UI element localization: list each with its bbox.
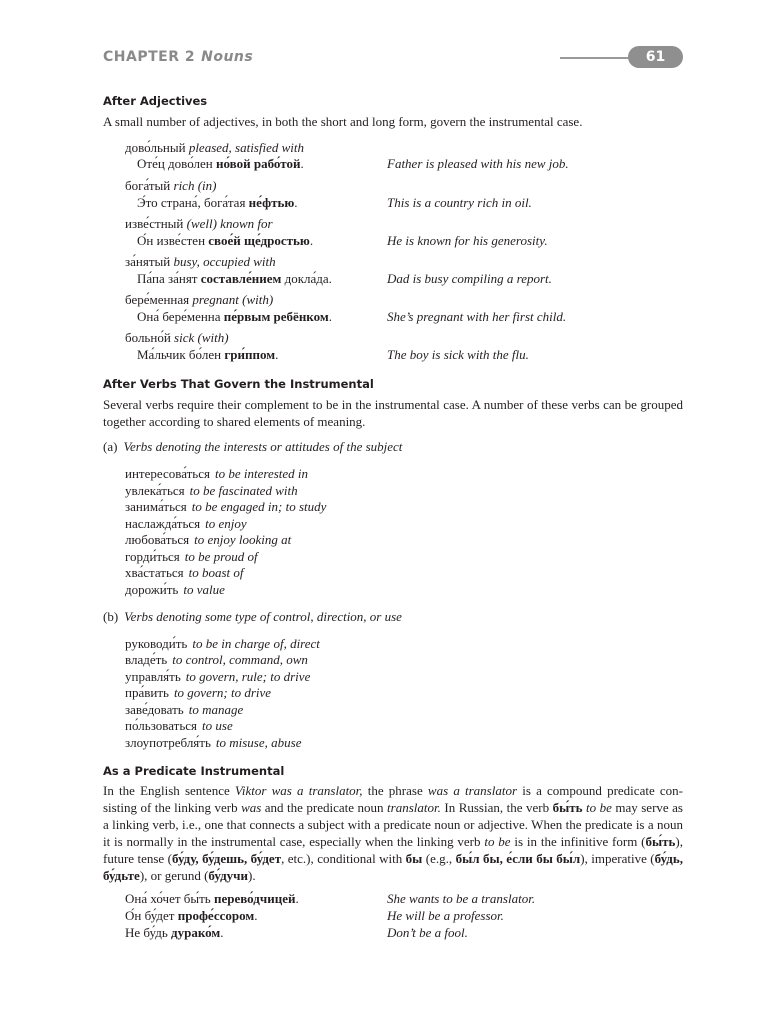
chapter-label: CHAPTER 2	[103, 49, 196, 65]
text-italic: to be	[484, 834, 511, 849]
text-italic: translator.	[387, 800, 441, 815]
text-bold: бу́дь, бу́дьте	[103, 851, 683, 883]
text: In Russian, the verb	[440, 800, 553, 815]
adjective-word: за́нятый	[125, 254, 171, 269]
adjective-entry	[125, 254, 276, 270]
verb-word: увлека́ться	[125, 483, 185, 498]
adjective-translation: She’s pregnant with her first child.	[387, 309, 567, 324]
verb-item	[125, 718, 233, 734]
verb-gloss: to govern; to drive	[173, 685, 272, 700]
adjective-translation: Dad is busy compiling a report.	[387, 271, 552, 286]
adjective-word: дово́льный	[125, 140, 186, 155]
verb-gloss: to be proud of	[184, 549, 258, 564]
example-bold: пе́рвым ребёнком	[223, 309, 329, 324]
example-bold: перево́дчицей	[213, 891, 296, 906]
page-number: 61	[628, 46, 683, 68]
text-bold: бу́дучи	[208, 868, 248, 883]
example-text-end: .	[294, 195, 298, 210]
example-text: Па́па за́нят	[137, 271, 201, 286]
adjectives-intro: A small number of adjectives, in both the short and long form, govern the instrumental case.	[103, 114, 583, 129]
example-text-end: докла́да.	[281, 271, 332, 286]
adjective-entry	[125, 178, 216, 194]
text: and the predicate noun	[261, 800, 388, 815]
example-text-end: .	[309, 233, 314, 248]
verb-gloss: to govern, rule; to drive	[185, 669, 311, 684]
verb-gloss: to manage	[188, 702, 244, 717]
adjective-translation: The boy is sick with the flu.	[387, 347, 529, 362]
group-title: Verbs denoting the interests or attitudes of the subject	[123, 439, 403, 454]
verb-word: заве́довать	[125, 702, 184, 717]
verbs-intro: Several verbs require their complement to be in the instrumental case. A number of these verbs can be grouped together according to shared elements of meaning.	[103, 397, 683, 429]
verb-word: управля́ть	[125, 669, 181, 684]
predicate-translation: He will be a professor.	[387, 908, 504, 923]
adjective-example	[137, 347, 278, 363]
predicate-example	[125, 925, 224, 941]
verb-gloss: to use	[202, 718, 233, 733]
predicate-example	[125, 908, 258, 924]
text: is a compound predicate con-sisting of the linking verb	[103, 783, 683, 815]
adjective-entry	[125, 330, 229, 346]
text-bold: бы	[405, 851, 423, 866]
verb-gloss: to be engaged in; to study	[191, 499, 327, 514]
predicate-example	[125, 891, 299, 907]
adjective-gloss: sick (with)	[174, 330, 229, 345]
text: , etc.), conditional with	[281, 851, 406, 866]
verb-gloss: to misuse, abuse	[215, 735, 302, 750]
text-italic: to be	[586, 800, 612, 815]
verb-gloss: to be interested in	[215, 466, 309, 481]
adjective-entry	[125, 140, 304, 156]
adjective-translation: Father is pleased with his new job.	[387, 156, 569, 171]
example-bold: но́вой рабо́той	[216, 156, 301, 171]
verb-word: пра́вить	[125, 685, 169, 700]
adjective-entry	[125, 292, 273, 308]
verb-gloss: to control, command, own	[172, 652, 308, 667]
text-italic: Viktor was a translator,	[234, 783, 363, 798]
text: ), or gerund (	[139, 868, 209, 883]
verb-item	[125, 499, 326, 515]
example-text-end: .	[300, 156, 304, 171]
verb-word: по́льзоваться	[125, 718, 198, 733]
text: ), future tense (	[103, 834, 683, 866]
adjective-gloss: pleased, satisfied with	[188, 140, 305, 155]
adjective-word: бога́тый	[125, 178, 171, 193]
example-bold: профе́ссором	[177, 908, 255, 923]
adjective-gloss: rich (in)	[173, 178, 217, 193]
text-bold: бы́л бы, е́сли бы бы́л	[455, 851, 581, 866]
example-text-end: .	[254, 908, 258, 923]
text-bold: бы́ть	[645, 834, 676, 849]
adjective-gloss: (well) known for	[186, 216, 273, 231]
verb-gloss: to enjoy	[205, 516, 247, 531]
example-text: Ма́льчик бо́лен	[137, 347, 225, 362]
verb-group-b-label	[103, 609, 402, 625]
example-text: Не бу́дь	[125, 925, 172, 940]
adjective-example	[137, 195, 298, 211]
adjective-translation: This is a country rich in oil.	[387, 195, 532, 210]
chapter-topic: Nouns	[201, 49, 254, 65]
example-text: О́н бу́дет	[125, 908, 178, 923]
example-bold: составле́нием	[200, 271, 282, 286]
predicate-translation: Don’t be a fool.	[387, 925, 468, 940]
text: (e.g.,	[422, 851, 456, 866]
verb-word: наслажда́ться	[125, 516, 201, 531]
example-bold: не́фтью	[248, 195, 295, 210]
example-text-end: .	[295, 891, 299, 906]
predicate-translation: She wants to be a translator.	[387, 891, 536, 906]
verb-item	[125, 582, 225, 598]
verb-item	[125, 685, 271, 701]
text: In the English sentence	[103, 783, 235, 798]
text-italic: was	[241, 800, 262, 815]
verb-item	[125, 652, 308, 668]
verb-item	[125, 669, 310, 685]
verb-gloss: to be in charge of, direct	[192, 636, 320, 651]
example-text: О́н изве́стен	[137, 233, 209, 248]
verb-word: любова́ться	[125, 532, 190, 547]
section-heading-predicate: As a Predicate Instrumental	[103, 764, 285, 778]
chapter-header	[103, 49, 253, 65]
adjective-gloss: pregnant (with)	[192, 292, 274, 307]
example-text: Она́ бере́менна	[137, 309, 224, 324]
text: may serve as a linking verb, i.e., one that connects a subject with a predicate noun or adjective. When the predicate is a noun it is normally in the instrumental case, especially when the linking verb	[103, 800, 683, 849]
adjective-entry	[125, 216, 273, 232]
verb-gloss: to enjoy looking at	[194, 532, 292, 547]
predicate-paragraph	[103, 782, 683, 884]
verb-item	[125, 735, 301, 751]
adjective-example	[137, 156, 304, 172]
text-italic: was a translator	[427, 783, 518, 798]
adjective-word: больно́й	[125, 330, 171, 345]
text: is in the infinitive form (	[510, 834, 646, 849]
text: the phrase	[362, 783, 428, 798]
example-text-end: .	[220, 925, 224, 940]
verb-word: злоупотребля́ть	[125, 735, 211, 750]
verb-gloss: to value	[183, 582, 225, 597]
verb-word: руководи́ть	[125, 636, 188, 651]
verb-item	[125, 532, 291, 548]
adjective-example	[137, 271, 332, 287]
group-letter: (a)	[103, 439, 118, 454]
example-text-end: .	[275, 347, 279, 362]
verb-word: дорожи́ть	[125, 582, 179, 597]
verb-word: владе́ть	[125, 652, 168, 667]
text: ).	[248, 868, 256, 883]
adjective-example	[137, 309, 332, 325]
verb-gloss: to boast of	[188, 565, 244, 580]
adjective-word: изве́стный	[125, 216, 184, 231]
adjective-translation: He is known for his generosity.	[387, 233, 548, 248]
section-heading-verbs: After Verbs That Govern the Instrumental	[103, 377, 374, 391]
verb-gloss: to be fascinated with	[189, 483, 298, 498]
text: ), imperative (	[580, 851, 655, 866]
example-bold: дурако́м	[171, 925, 221, 940]
adjective-word: бере́менная	[125, 292, 190, 307]
verb-item	[125, 565, 244, 581]
verb-item	[125, 549, 258, 565]
group-title: Verbs denoting some type of control, direction, or use	[124, 609, 402, 624]
verb-item	[125, 483, 298, 499]
example-text-end: .	[328, 309, 332, 324]
section-heading-adjectives: After Adjectives	[103, 94, 208, 108]
group-letter: (b)	[103, 609, 119, 624]
text-bold: бы́ть	[552, 800, 583, 815]
verb-word: интересова́ться	[125, 466, 210, 481]
verb-item	[125, 702, 243, 718]
example-text: Э́то страна́, бога́тая	[137, 195, 249, 210]
adjective-gloss: busy, occupied with	[173, 254, 276, 269]
verb-item	[125, 516, 247, 532]
verb-word: горди́ться	[125, 549, 180, 564]
example-bold: гри́ппом	[224, 347, 276, 362]
adjective-example	[137, 233, 313, 249]
verb-word: занима́ться	[125, 499, 187, 514]
example-bold: свое́й ще́дростью	[208, 233, 310, 248]
verb-word: хва́статься	[125, 565, 184, 580]
verb-group-a-label	[103, 439, 402, 455]
verb-item	[125, 636, 320, 652]
example-text: Она́ хо́чет бы́ть	[125, 891, 214, 906]
example-text: Оте́ц дово́лен	[137, 156, 217, 171]
verb-item	[125, 466, 308, 482]
text-bold: бу́ду, бу́дешь, бу́дет	[171, 851, 282, 866]
